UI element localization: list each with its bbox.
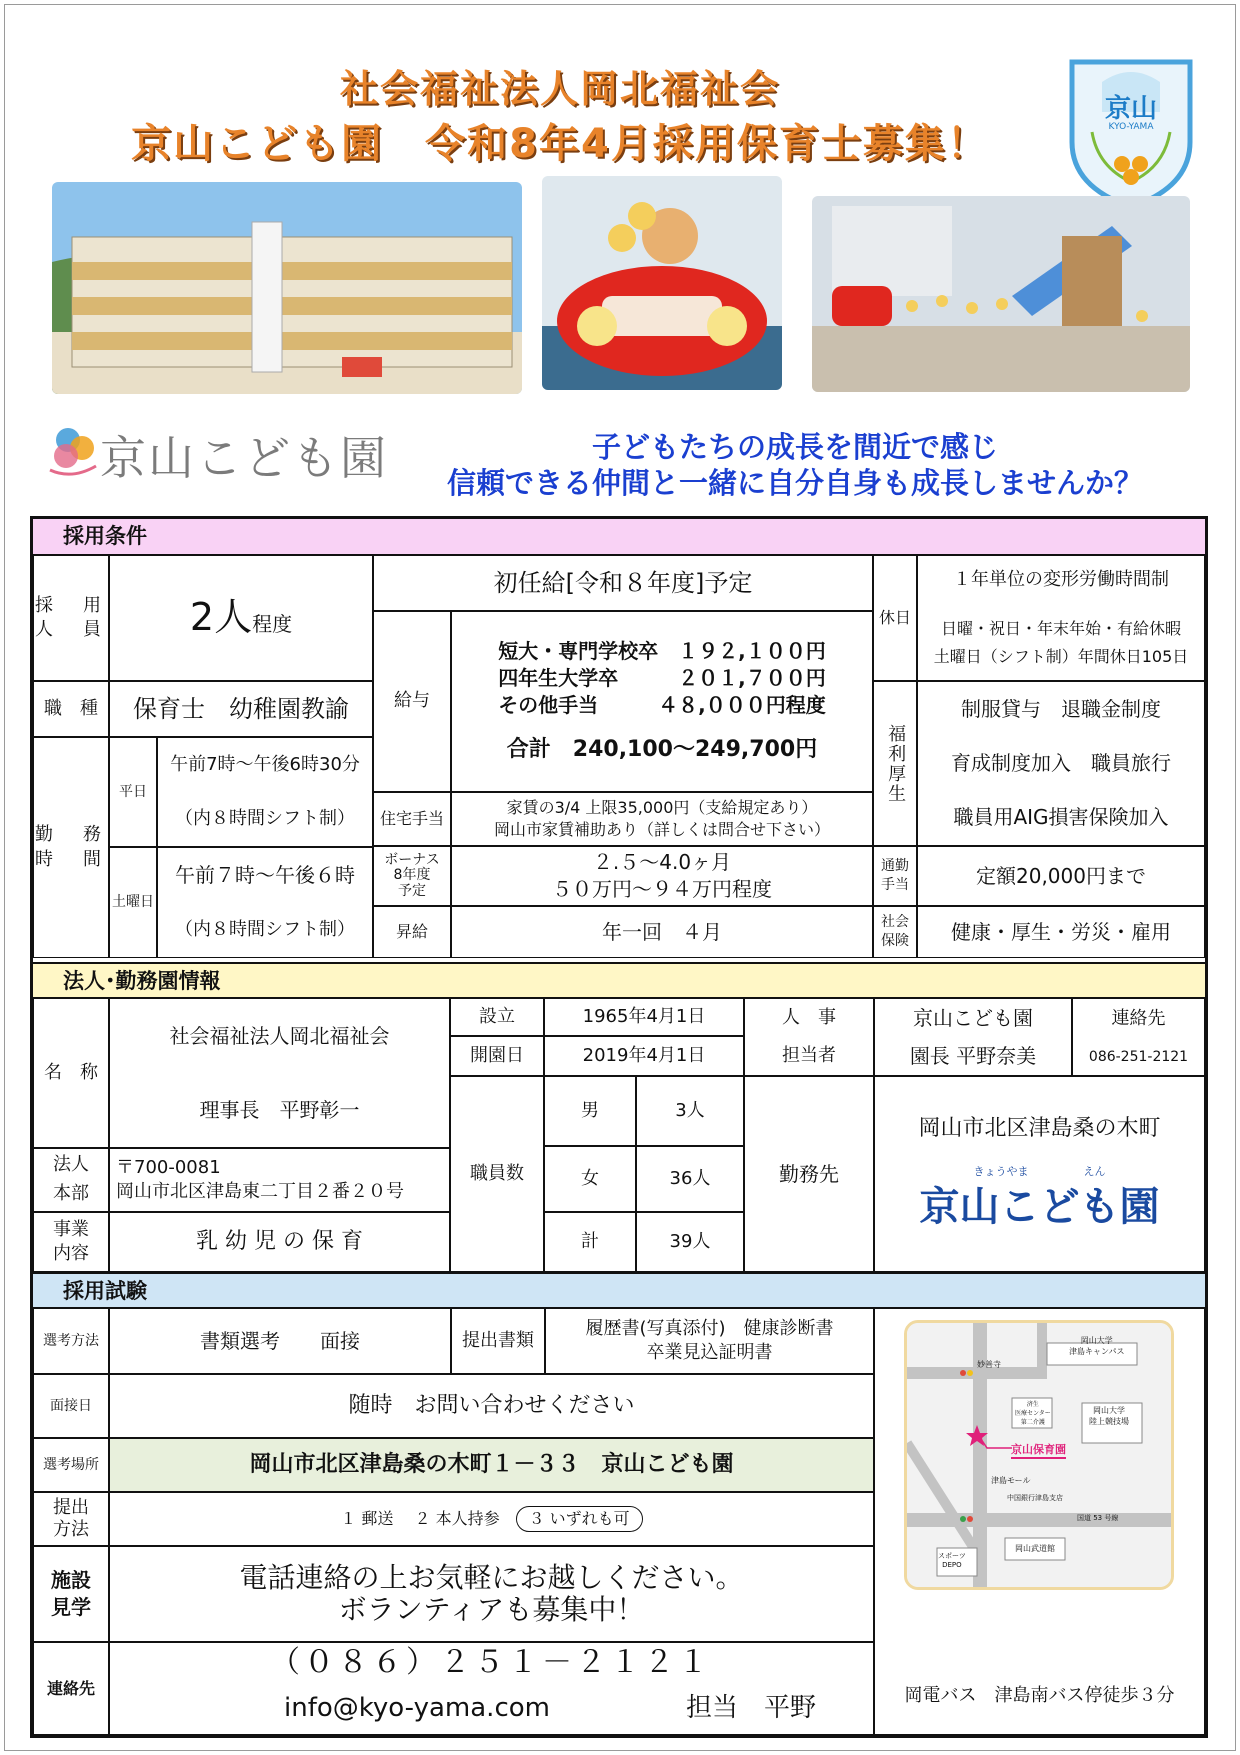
- visit-value: [109, 1546, 874, 1642]
- contact-email: info@kyo-yama.com: [284, 1693, 550, 1723]
- bonus-label: [373, 846, 451, 906]
- hq-label: [33, 1148, 109, 1212]
- bonus-line-1: ２.５～4.0ヶ月: [592, 850, 732, 874]
- visit-label: [33, 1546, 109, 1642]
- playground-photo: [812, 196, 1190, 392]
- hr-label-1: 人 事: [782, 1006, 836, 1028]
- emblem-text: 京山: [1104, 94, 1157, 124]
- date-label: 面接日: [33, 1374, 109, 1438]
- date-value: 随時 お問い合わせください: [109, 1374, 874, 1438]
- job-value: 保育士 幼稚園教諭: [109, 681, 373, 737]
- corp-contact: [1072, 998, 1205, 1076]
- work-address: 岡山市北区津島桑の木町: [918, 1115, 1161, 1141]
- welfare-item-3: 職員用AIG損害保険加入: [953, 805, 1169, 830]
- map-label-sports: スポーツ DEPO: [938, 1552, 966, 1569]
- bonus-label-text: ボーナス 8年度 予定: [384, 851, 440, 899]
- main-title-line1: 社会福祉法人岡北福祉会: [339, 67, 780, 111]
- headcount-value: 2人: [189, 595, 253, 640]
- housing-details: [451, 792, 873, 846]
- opened-label: 開園日: [450, 1036, 544, 1076]
- place-value: 岡山市北区津島桑の木町１－３３ 京山こども園: [109, 1438, 874, 1492]
- map-label-route: 国道 53 号線: [1077, 1514, 1119, 1522]
- opened-value: 2019年4月1日: [544, 1036, 744, 1076]
- weekday-time: 午前7時～午後6時30分: [170, 753, 360, 775]
- catchphrase-line1: 子どもたちの成長を間近で感じ: [591, 430, 998, 464]
- map-label-school: 岡山大学 陸上競技場: [1089, 1406, 1129, 1426]
- business-value: 乳 幼 児 の 保 育: [109, 1212, 450, 1272]
- contact-phone: （０８６）２５１－２１２１: [270, 1645, 712, 1680]
- section-recruit-header: 採用条件: [33, 519, 1205, 555]
- corp-name-label: 名 称: [33, 998, 109, 1148]
- work-ruby: きょうやま えん: [973, 1165, 1106, 1179]
- exam-contact-cell: [109, 1642, 874, 1735]
- salary-line-1: 短大・専門学校卒 １９２,１００円: [498, 639, 826, 664]
- submit-label-text: 提出 方法: [53, 1497, 89, 1540]
- submit-value: [109, 1492, 874, 1546]
- corp-contact-label: 連絡先: [1111, 1008, 1166, 1030]
- contact-person: 担当 平野: [686, 1693, 817, 1723]
- submit-label: [33, 1492, 109, 1546]
- saturday-label: 土曜日: [109, 847, 157, 958]
- housing-line-1: 家賃の3/4 上限35,000円（支給規定あり）: [506, 798, 818, 818]
- map-label-kyoyama: 京山保育園: [1011, 1441, 1066, 1459]
- welfare-item-2: 育成制度加入 職員旅行: [951, 750, 1171, 775]
- hq-zip: 〒700-0081: [116, 1156, 221, 1178]
- map-label-budokan: 岡山武道館: [1015, 1544, 1055, 1553]
- hours-label: [33, 737, 109, 958]
- headcount-suffix: 程度: [252, 611, 293, 636]
- hq-label-text: 法人 本部: [53, 1154, 89, 1204]
- raise-value: 年一回 ４月: [451, 906, 873, 958]
- submit-option-3: ３ いずれも可: [516, 1506, 643, 1532]
- welfare-item-1: 制服貸与 退職金制度: [961, 696, 1161, 721]
- staff-female-value: 36人: [636, 1146, 744, 1212]
- salary-total: 合計 240,100～249,700円: [506, 737, 818, 763]
- method-label: 選考方法: [33, 1308, 109, 1374]
- insurance-value: 健康・厚生・労災・雇用: [917, 906, 1205, 958]
- salary-label: 給与: [373, 611, 451, 792]
- hours-label-text: 勤 務 時 間: [35, 824, 107, 870]
- docs-line-1: 履歴書(写真添付) 健康診断書: [585, 1317, 834, 1339]
- docs-label: 提出書類: [451, 1308, 545, 1374]
- building-photo: [52, 182, 522, 394]
- emblem-sub: KYO-YAMA: [1108, 122, 1154, 132]
- headcount-label: [33, 555, 109, 681]
- corp-name-cell: [109, 998, 450, 1148]
- salary-line-2: 四年生大学卒 ２０１,７００円: [498, 666, 826, 691]
- saturday-shift: （内８時間シフト制）: [175, 919, 355, 941]
- holiday-label: 休日: [873, 555, 917, 681]
- section-corp-header: 法人･勤務園情報: [33, 962, 1205, 998]
- method-value: 書類選考 面接: [109, 1308, 451, 1374]
- staff-total-label: 計: [544, 1212, 636, 1272]
- welfare-details: [917, 681, 1205, 846]
- saturday-hours: [157, 847, 373, 958]
- hq-address: 岡山市北区津島東二丁目２番２０号: [116, 1181, 404, 1202]
- hq-address-cell: [109, 1148, 450, 1212]
- work-label: 勤務先: [744, 1076, 874, 1272]
- housing-line-2: 岡山市家賃補助あり（詳しくは問合せ下さい）: [493, 820, 830, 839]
- housing-label: 住宅手当: [373, 792, 451, 846]
- car-photo: [542, 176, 782, 390]
- salary-line-3: その他手当 ４８,０００円程度: [498, 693, 826, 718]
- bonus-line-2: ５０万円～９４万円程度: [552, 877, 772, 901]
- job-label: 職 種: [33, 681, 109, 737]
- main-title-line2: 京山こども園 令和8年4月採用保育士募集！: [131, 121, 989, 167]
- staff-female-label: 女: [544, 1146, 636, 1212]
- founded-value: 1965年4月1日: [544, 998, 744, 1036]
- holiday-system: １年単位の変形労働時間制: [953, 569, 1169, 591]
- weekday-label: 平日: [109, 737, 157, 847]
- visit-label-text: 施設 見学: [51, 1568, 91, 1619]
- hr-label-2: 担当者: [782, 1044, 836, 1066]
- salary-header: 初任給[令和８年度]予定: [373, 555, 873, 611]
- hr-name-1: 京山こども園: [913, 1005, 1033, 1030]
- headcount-cell: [109, 555, 373, 681]
- map-label-school2: 済生 医療センター 第二介護: [1015, 1401, 1051, 1426]
- visit-line-1: 電話連絡の上お気軽にお越しください。: [239, 1560, 744, 1594]
- staff-male-value: 3人: [636, 1076, 744, 1146]
- raise-label: 昇給: [373, 906, 451, 958]
- holiday-line-2: 土曜日（シフト制）年間休日105日: [933, 646, 1189, 666]
- corp-name: 社会福祉法人岡北福祉会: [169, 1023, 390, 1048]
- access-map: [904, 1320, 1174, 1590]
- visit-line-2: ボランティアも募集中！: [338, 1593, 645, 1626]
- hr-person: [874, 998, 1072, 1076]
- hr-label: [744, 998, 874, 1076]
- exam-contact-label: 連絡先: [33, 1642, 109, 1735]
- business-label: [33, 1212, 109, 1272]
- weekday-hours: [157, 737, 373, 847]
- headcount-label-text: 採 用 人 員: [35, 594, 107, 640]
- school-emblem: [1062, 52, 1200, 212]
- work-name: 京山こども園: [919, 1184, 1160, 1231]
- logo-text: 京山こども園: [100, 431, 388, 485]
- salary-details: [451, 611, 873, 792]
- docs-line-2: 卒業見込証明書: [646, 1342, 773, 1363]
- map-label-bank: 中国銀行津島支店: [1007, 1494, 1063, 1502]
- section-exam-header: 採用試験: [33, 1272, 1205, 1308]
- insurance-label-text: 社会 保険: [881, 914, 909, 949]
- hr-name-2: 園長 平野奈美: [909, 1043, 1037, 1068]
- commute-value: 定額20,000円まで: [917, 846, 1205, 906]
- map-label-station: 妙善寺: [977, 1360, 1001, 1369]
- weekday-shift: （内８時間シフト制）: [175, 807, 355, 829]
- work-place: [874, 1076, 1205, 1272]
- holiday-line-1: 日曜・祝日・年末年始・有給休暇: [940, 618, 1181, 638]
- staff-label: 職員数: [450, 1076, 544, 1272]
- welfare-label: 福利厚生: [873, 681, 917, 846]
- catchphrase-line2: 信頼できる仲間と一緒に自分自身も成長しませんか？: [446, 466, 1143, 500]
- business-label-text: 事業 内容: [53, 1218, 89, 1264]
- docs-value: [545, 1308, 874, 1374]
- place-label: 選考場所: [33, 1438, 109, 1492]
- holiday-details: [917, 555, 1205, 681]
- founded-label: 設立: [450, 998, 544, 1036]
- staff-total-value: 39人: [636, 1212, 744, 1272]
- submit-options: １ 郵送 ２ 本人持参: [340, 1509, 516, 1529]
- corp-contact-phone: 086-251-2121: [1088, 1048, 1189, 1065]
- access-text: 岡電バス 津島南バス停徒歩３分: [904, 1684, 1175, 1706]
- saturday-time: 午前７時～午後６時: [175, 863, 355, 888]
- staff-male-label: 男: [544, 1076, 636, 1146]
- corp-director: 理事長 平野彰一: [199, 1097, 360, 1122]
- map-label-mall: 津島モール: [991, 1476, 1031, 1485]
- commute-label: [873, 846, 917, 906]
- insurance-label: [873, 906, 917, 958]
- map-label-campus: 岡山大学 津島キャンパス: [1069, 1336, 1125, 1356]
- bonus-details: [451, 846, 873, 906]
- commute-label-text: 通勤 手当: [881, 858, 909, 893]
